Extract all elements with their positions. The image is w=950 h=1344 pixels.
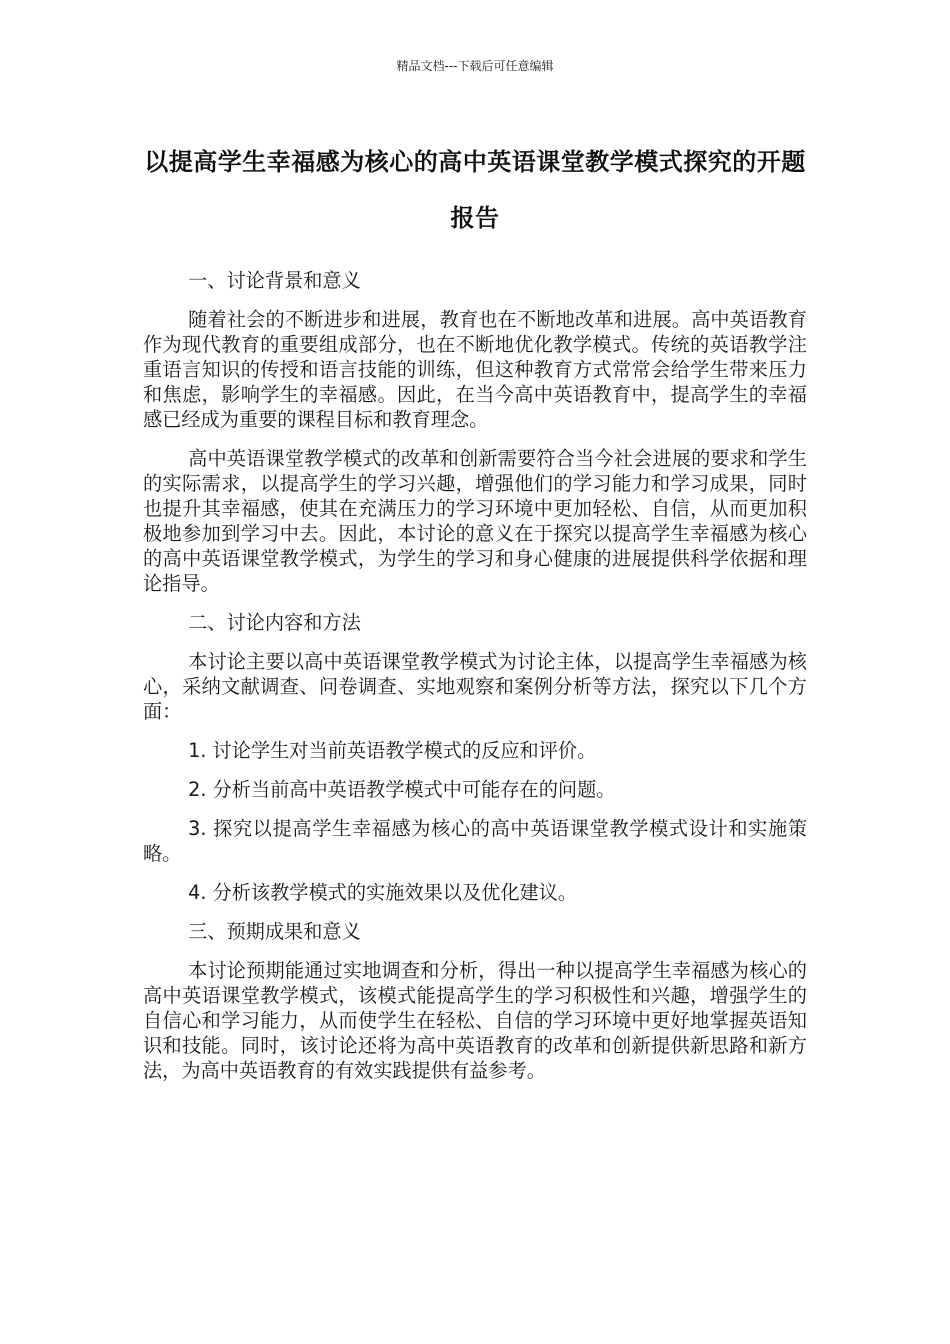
section-heading-background: 一、讨论背景和意义 <box>188 269 361 292</box>
section-heading-expected-results: 三、预期成果和意义 <box>188 920 361 943</box>
list-item: 2. 分析当前高中英语教学模式中可能存在的问题。 <box>188 778 616 801</box>
list-item: 1. 讨论学生对当前英语教学模式的反应和评价。 <box>188 739 597 762</box>
body-paragraph: 本讨论预期能通过实地调查和分析，得出一种以提高学生幸福感为核心的高中英语课堂教学模式，该模式能提高学生的学习积极性和兴趣，增强学生的自信心和学习能力，从而使学生在轻松、自信的学习环境中更好地掌握英语知识和技能。同时，该讨论还将为高中英语教育的改革和创新提供新思路和新方法，为高中英语教育的有效实践提供有益参考。 <box>143 959 807 1082</box>
document-title: 以提高学生幸福感为核心的高中英语课堂教学模式探究的开题报告 <box>144 148 806 232</box>
document-body <box>143 268 807 1097</box>
body-paragraph: 高中英语课堂教学模式的改革和创新需要符合当今社会进展的要求和学生的实际需求，以提高学生的学习兴趣，增强他们的学习能力和学习成果，同时也提升其幸福感，使其在充满压力的学习环境中更加轻松、自信，从而更加积极地参加到学习中去。因此，本讨论的意义在于探究以提高学生幸福感为核心的高中英语课堂教学模式，为学生的学习和身心健康的进展提供科学依据和理论指导。 <box>143 447 807 595</box>
list-item: 4. 分析该教学模式的实施效果以及优化建议。 <box>188 881 578 904</box>
list-item: 3. 探究以提高学生幸福感为核心的高中英语课堂教学模式设计和实施策略。 <box>143 817 807 865</box>
body-paragraph: 随着社会的不断进步和进展，教育也在不断地改革和进展。高中英语教育作为现代教育的重要组成部分，也在不断地优化教学模式。传统的英语教学注重语言知识的传授和语言技能的训练，但这种教育方式常常会给学生带来压力和焦虑，影响学生的幸福感。因此，在当今高中英语教育中，提高学生的幸福感已经成为重要的课程目标和教育理念。 <box>143 308 807 431</box>
header-note: 精品文档---下载后可任意编辑 <box>396 59 554 73</box>
section-heading-content-methods: 二、讨论内容和方法 <box>188 611 361 634</box>
body-paragraph: 本讨论主要以高中英语课堂教学模式为讨论主体，以提高学生幸福感为核心，采纳文献调查、问卷调查、实地观察和案例分析等方法，探究以下几个方面： <box>143 650 807 723</box>
